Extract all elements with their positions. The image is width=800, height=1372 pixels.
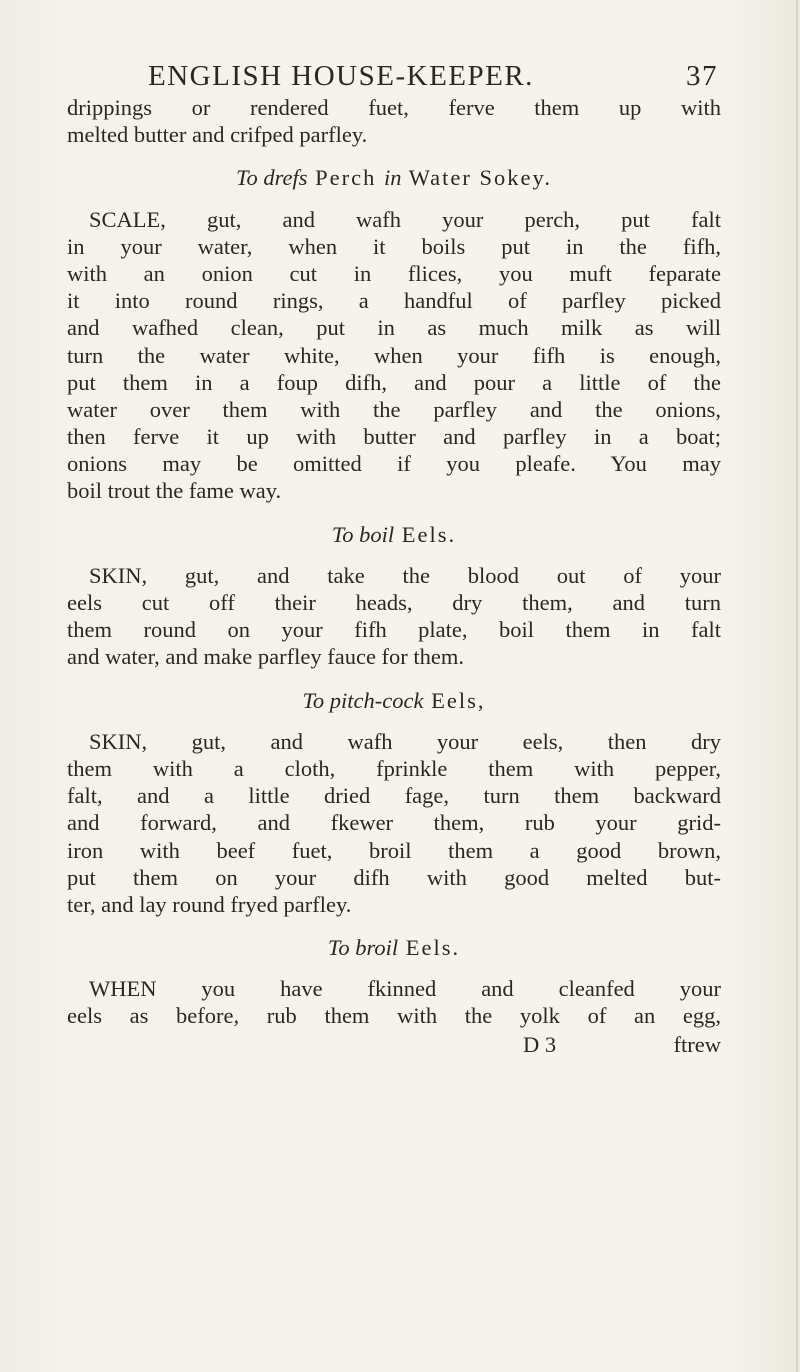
text-line: them with a cloth, fprinkle them with pepper,	[67, 755, 721, 781]
text-line: turn the water white, when your fifh is enough,	[67, 342, 721, 368]
text-line: put them in a foup difh, and pour a little of the	[67, 369, 721, 395]
text-line: falt, and a little dried fage, turn them backward	[67, 783, 721, 809]
text-line: water over them with the parfley and the onions,	[67, 396, 721, 422]
recipe-heading-pitch-cock-eels: To pitch-cock Eels,	[302, 687, 486, 713]
body-text	[67, 94, 721, 1030]
text-line: SCALE, gut, and wafh your perch, put falt	[89, 206, 721, 232]
catchword: ftrew	[673, 1032, 721, 1057]
text-line: eels cut off their heads, dry them, and turn	[67, 590, 721, 615]
page-footer	[67, 1032, 721, 1060]
text-line: ter, and lay round fryed parfley.	[67, 891, 352, 917]
text-line: SKIN, gut, and wafh your eels, then dry	[89, 728, 721, 754]
text-line: iron with beef fuet, broil them a good brown,	[67, 837, 721, 863]
signature-mark: D 3	[523, 1032, 557, 1057]
page-number: 37	[686, 60, 718, 92]
text-line: onions may be omitted if you pleafe. You may	[67, 451, 721, 477]
text-line: and forward, and fkewer them, rub your grid-	[67, 810, 721, 836]
recipe-heading-broil-eels: To broil Eels.	[327, 935, 461, 961]
text-line: SKIN, gut, and take the blood out of your	[89, 562, 721, 588]
text-line: WHEN you have fkinned and cleanfed your	[89, 976, 721, 1002]
text-line: melted butter and crifped parfley.	[67, 122, 368, 148]
running-header	[148, 60, 718, 93]
text-line: boil trout the fame way.	[67, 478, 282, 504]
text-line: them round on your fifh plate, boil them in falt	[67, 617, 721, 643]
recipe-heading-perch: To drefs Perch in Water Sokey.	[236, 165, 552, 191]
text-line: eels as before, rub them with the yolk of an egg,	[67, 1003, 721, 1029]
text-line: in your water, when it boils put in the fifh,	[67, 233, 721, 259]
text-line: and water, and make parfley fauce for them.	[67, 644, 465, 670]
text-line: then ferve it up with butter and parfley in a boat;	[67, 424, 721, 450]
page-edge	[796, 0, 798, 1372]
text-line: it into round rings, a handful of parfley picked	[67, 288, 721, 314]
text-line: put them on your difh with good melted but-	[67, 864, 721, 890]
text-line: drippings or rendered fuet, ferve them up with	[67, 95, 721, 120]
text-line: and wafhed clean, put in as much milk as will	[67, 315, 721, 341]
running-title: ENGLISH HOUSE-KEEPER.	[148, 60, 534, 92]
text-line: with an onion cut in flices, you muft feparate	[67, 260, 721, 286]
recipe-heading-boil-eels: To boil Eels.	[331, 521, 457, 547]
